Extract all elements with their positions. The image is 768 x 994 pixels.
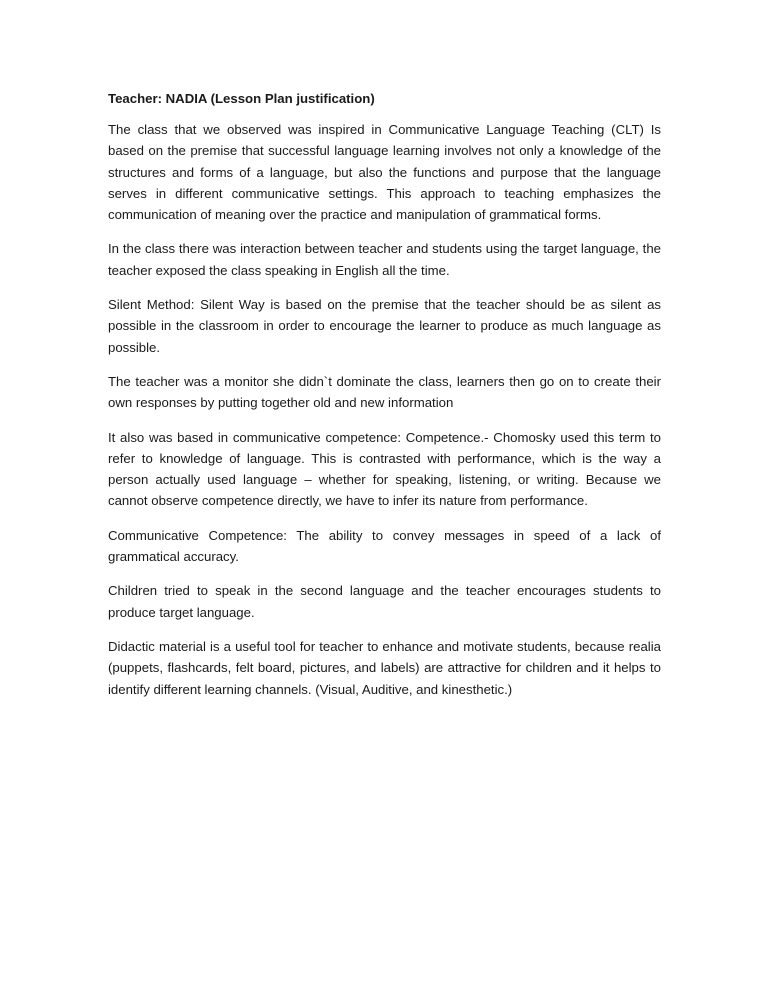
document-page <box>108 88 661 713</box>
document-title: Teacher: NADIA (Lesson Plan justification) <box>108 91 375 106</box>
paragraph-silent-method: Silent Method: Silent Way is based on the premise that the teacher should be as silent as possible in the classroom in order to encourage the learner to produce as much language as possible. <box>108 297 661 355</box>
paragraph-competence: It also was based in communicative competence: Competence.- Chomosky used this term to refer to knowledge of language. This is contrasted with performance, which is the way a person actually used language – whether for speaking, listening, or writing. Because we cannot observe competence directly, we have to infer its nature from performance. <box>108 429 661 509</box>
paragraph-didactic-material: Didactic material is a useful tool for teacher to enhance and motivate students, because realia (puppets, flashcards, felt board, pictures, and labels) are attractive for children and it helps to identify different learning channels. (Visual, Auditive, and kinesthetic.) <box>108 638 661 697</box>
paragraph-clt: The class that we observed was inspired in Communicative Language Teaching (CLT) Is based on the premise that successful language learning involves not only a knowledge of the structures and forms of a language, but also the functions and purpose that the language serves in different communicative settings. This approach to teaching emphasizes the communication of meaning over the practice and manipulation of grammatical forms. <box>108 122 661 223</box>
paragraph-interaction: In the class there was interaction between teacher and students using the target language, the teacher exposed the class speaking in English all the time. <box>108 241 661 278</box>
paragraph-communicative-competence: Communicative Competence: The ability to convey messages in speed of a lack of grammatical accuracy. <box>108 527 661 565</box>
paragraph-children: Children tried to speak in the second language and the teacher encourages students to produce target language. <box>108 583 661 620</box>
paragraph-teacher-monitor: The teacher was a monitor she didn`t dominate the class, learners then go on to create their own responses by putting together old and new information <box>108 373 661 411</box>
